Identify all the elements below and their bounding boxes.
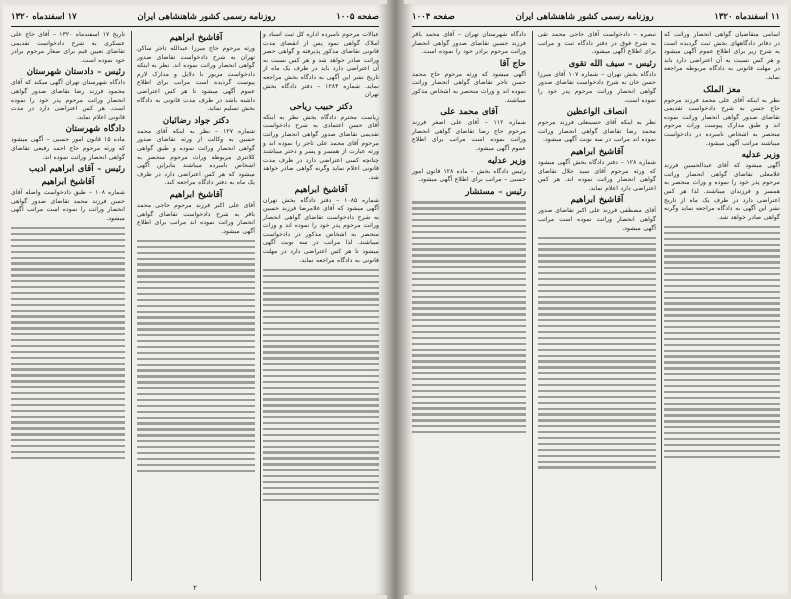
notice-heading: آقای محمد علی (440, 107, 498, 118)
right-page-title: روزنامه رسمی کشور شاهنشاهی ایران (515, 12, 654, 22)
notice-heading: آقاشیخ ابراهیم (169, 189, 223, 200)
notice-text: شماره ۱۱۲ – آقای علی اصغر فرزند مرحوم حاج رضا تقاضای گواهی انحصار وراثت نموده است مراتب برای اطلاع عموم آگهی میشود. (412, 119, 527, 152)
notice-text: نظر به اینکه آقای علی محمد فرزند مرحوم حاج حسن به شرح دادخواست تقدیمی تقاضای صدور گواهی انحصار وراثت نموده اند و طبق مدارک پیوست وراث مرحوم منحصر به اشخاص نامبرده در دادخواست میباشند مراتب آگهی میشود. (664, 96, 780, 147)
right-page-column-middle (538, 31, 656, 581)
notice-heading: رئیس – مستشار (465, 186, 526, 197)
right-page-label: صفحه ۱۰۰۴ (412, 12, 455, 22)
notice-text: آگهی میشود که ورثه مرحوم حاج محمد حسن تاجر تقاضای گواهی انحصار وراثت نموده اند و وراث منحصر به اشخاص مذکور میباشند. (412, 70, 526, 104)
notice-text: آقای مصطفی فرزند علی اکبر تقاضای صدور گواهی انحصار وراثت نموده است مراتب آگهی میشود. (538, 207, 656, 232)
left-page (3, 4, 387, 595)
notice-text: ریاست محترم دادگاه بخش نظر به اینکه آقای حسن اعتمادی به شرح دادخواست تقدیمی تقاضای صدور گواهی انحصار وراثت مرحوم آقای محمد علی تاجر را نموده اند و ورثه عبارت از همسر و پسر و دختر میباشند چنانچه کسی اعتراضی دارد در ظرف مدت قانونی اعلام نماید وگرنه گواهی صادر خواهد شد. (263, 113, 379, 181)
notice-heading: معز الملک (703, 84, 741, 95)
right-page-folio: ۱ (594, 584, 598, 592)
column-filler (664, 226, 780, 458)
right-page-column-left (412, 31, 526, 581)
notice-heading: وزیر عدلیه (741, 150, 780, 161)
notice-heading: رئیس – دادستان شهرستان (26, 67, 125, 78)
notice-heading: آقاشیخ ابراهیم (169, 33, 223, 43)
notice-heading: دکتر جواد رضائیان (162, 115, 230, 126)
left-page-column-left (11, 31, 125, 581)
left-page-date: ۱۷ اسفندماه ۱۳۲۰ (11, 12, 77, 22)
notice-text: رئیس دادگاه بخش – ماده ۱۲۸ قانون امور حسبی – مراتب برای اطلاع آگهی میشود. (412, 167, 526, 184)
notice-text: شماره ۱۰۸ – طبق دادخواست واصله آقای حسن فرزند محمد تقاضای صدور گواهی انحصار وراثت را نموده است مراتب آگهی میشود. (11, 189, 126, 222)
column-filler (412, 201, 526, 433)
column-divider (532, 31, 533, 581)
left-page-column-right (263, 31, 379, 581)
column-filler (11, 227, 125, 459)
notice-text: دادگاه شهرستان تهران – آقای محمد باقر فرزند حسین تقاضای صدور گواهی انحصار وراثت مرحوم برادر خود را نموده است. (412, 31, 526, 56)
left-page-label: صفحه ۱۰۰۵ (336, 12, 379, 22)
left-page-column-middle (137, 31, 255, 581)
column-filler (263, 269, 379, 501)
notice-heading: رئیس – سیف الله تقوی (568, 58, 656, 69)
notice-text: شماره ۱۲۸ – دفتر دادگاه بخش آگهی میشود که ورثه مرحوم آقای سید جلال تقاضای گواهی انحصار وراثت نموده اند. هر کس اعتراضی دارد اعلام نماید. (538, 158, 657, 192)
column-filler (538, 237, 656, 469)
right-page-date: ۱۱ اسفندماه ۱۳۲۰ (714, 12, 780, 22)
left-page-folio: ۲ (193, 584, 197, 592)
column-divider (661, 31, 662, 581)
notice-text: اسامی متقاضیان گواهی انحصار وراثت که در دفاتر دادگاههای بخش ثبت گردیده است به شرح زیر برای اطلاع عموم آگهی میشود و هر کس نسبت به آن اعتراضی دارد باید در مهلت قانونی به دادگاه مربوطه مراجعه نماید. (664, 31, 780, 81)
column-filler (137, 240, 255, 472)
right-page-header (412, 10, 780, 24)
notice-text: دادگاه بخش تهران – شماره ۱۰۷ آقای میرزا حسن خان به شرح دادخواست تقاضای صدور گواهی انحصار وراثت مرحوم پدر خود را نموده است. (538, 70, 656, 104)
right-page (404, 4, 788, 595)
notice-text: شماره ۱۲۷ – نظر به اینکه آقای محمد حسین به وکالت از ورثه تقاضای صدور گواهی انحصار وراثت نموده و طبق گواهی کلانتری مربوطه وراث مرحوم منحصر به اشخاص نامبرده میباشند بنابراین آگهی میشود که هر کس اعتراضی دارد در ظرف یک ماه به دفتر دادگاه مراجعه کند. (137, 127, 255, 187)
notice-heading: دکتر حبیب ریاحی (289, 101, 353, 112)
right-header-rule (412, 26, 780, 27)
column-divider (260, 31, 261, 581)
notice-heading: آقاشیخ ابراهیم (570, 195, 624, 206)
notice-heading: آقاشیخ ابراهیم (294, 184, 348, 195)
notice-heading: رئیس – آقای ابراهیم ادیب (29, 164, 125, 175)
notice-text: آگهی میشود که آقای عبدالحسین فرزند غلامعلی تقاضای گواهی انحصار وراثت مرحوم پدر خود را نموده و وراث منحصر به همسر و فرزندان میباشند. لذا هر کس اعتراضی دارد در ظرف یک ماه از تاریخ نشر این آگهی به دادگاه مراجعه نماید وگرنه گواهی صادر خواهد شد. (664, 162, 780, 221)
notice-text: دادگاه شهرستان تهران آگهی میکند که آقای محمود فرزند رضا تقاضای صدور گواهی انحصار وراثت مرحوم پدر خود را نموده است. هر کس اعتراضی دارد در مدت قانونی اعلام نماید. (11, 79, 125, 121)
notice-text: تاریخ ۱۷ اسفندماه ۱۳۲۰ – آقای حاج علی عسکری به شرح دادخواست تقدیمی تقاضای تعیین قیم برای صغار مرحوم برادر خود نموده است. (11, 31, 125, 64)
notice-text: ماده ۱۵ قانون امور حسبی – آگهی میشود که ورثه مرحوم حاج احمد رفیعی تقاضای گواهی انحصار وراثت نموده اند. (11, 136, 125, 161)
notice-text: شماره ۱۰۸۵ – دفتر دادگاه بخش تهران آگهی میشود که آقای غلامرضا فرزند حسین به شرح دادخواست تقاضای گواهی انحصار وراثت مرحوم پدر خود را نموده اند و وراث منحصر به اشخاص مذکور در دادخواست میباشند. لذا مراتب در سه نوبت آگهی میشود تا هر کس اعتراضی دارد در مهلت قانونی به دادگاه مراجعه نماید. (263, 196, 379, 264)
notice-heading: وزیر عدلیه (487, 155, 526, 166)
notice-heading: آقاشیخ ابراهیم (41, 177, 95, 188)
left-header-rule (11, 26, 379, 27)
notice-text: تبصره – دادخواست آقای حاجی محمد تقی به شرح فوق در دفتر دادگاه ثبت و مراتب برای اطلاع آگهی میشود. (538, 31, 656, 56)
notice-text: ورثه مرحوم حاج میرزا عبدالله تاجر ساکن تهران به شرح دادخواست تقاضای صدور گواهی انحصار وراثت نموده اند. نظر به اینکه دادخواست مزبور با دلایل و مدارک لازم پیوست گردیده است مراتب برای اطلاع عموم آگهی میشود تا هر کس اعتراضی داشته باشد در ظرف مدت قانونی به دادگاه بخش تسلیم نماید. (137, 45, 255, 113)
left-page-header (11, 10, 379, 24)
notice-heading: انصاف الواعظین (566, 107, 628, 118)
notice-text: عیالات مرحوم نامبرده اداره کل ثبت اسناد و املاک گواهی نمود پس از انقضای مدت قانونی تقاضای مذکور پذیرفته و گواهی حصر وراثت صادر خواهد شد و هر کس نسبت به آن اعتراضی دارد باید در ظرف یک ماه از تاریخ نشر این آگهی به دادگاه بخش مراجعه نماید. شماره ۱۲۸۴ – دفتر دادگاه بخش تهران (263, 31, 379, 99)
notice-heading: آقاشیخ ابراهیم (570, 146, 624, 157)
binding-gutter (387, 0, 404, 599)
right-page-column-right (664, 31, 780, 581)
notice-heading: حاج آقا (499, 58, 526, 69)
notice-heading: دادگاه شهرستان (65, 124, 125, 135)
column-divider (131, 31, 132, 581)
notice-text: نظر به اینکه آقای حسینعلی فرزند مرحوم محمد رضا تقاضای گواهی انحصار وراثت نموده اند مراتب در سه نوبت آگهی میشود. (538, 119, 656, 144)
left-page-title: روزنامه رسمی کشور شاهنشاهی ایران (137, 12, 276, 22)
notice-text: آقای علی اکبر فرزند مرحوم حاجی محمد باقر به شرح دادخواست تقاضای گواهی انحصار وراثت نموده اند مراتب برای اطلاع آگهی میشود. (137, 201, 255, 235)
